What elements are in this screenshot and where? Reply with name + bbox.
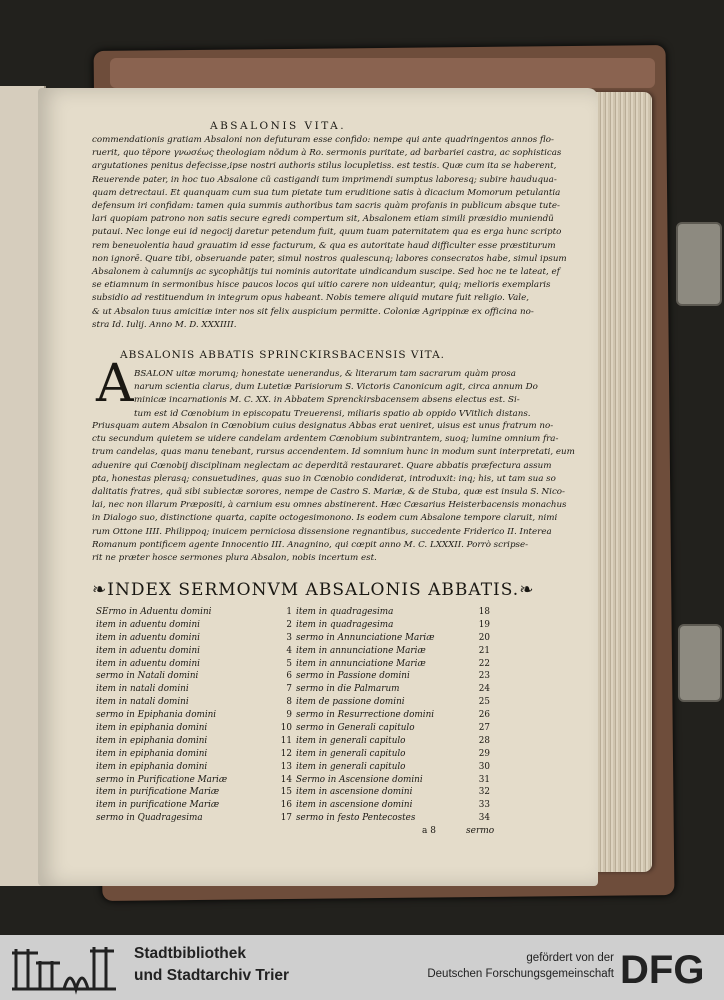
vita-intro (134, 368, 538, 421)
index-number: 5 (286, 658, 292, 669)
text-line: quam detrectaui. Et quanquam cum sua tum pietate tum eruditione satis à dicacium Momorum petulantia (92, 187, 561, 198)
index-entry: item in generali capitulo (296, 761, 406, 772)
index-number: 21 (478, 645, 490, 656)
text-line: rit ne præter hosce sermones plura Absalon, nobis incertum est. (92, 553, 377, 564)
index-col-left (96, 606, 227, 825)
index-number: 28 (478, 735, 490, 746)
book-cover-top (110, 58, 655, 88)
index-entry: item in ascensione domini (296, 787, 413, 798)
index-entry: item in aduentu domini (96, 645, 200, 656)
library-name-line2: und Stadtarchiv Trier (134, 967, 290, 984)
dfg-logo-icon (620, 945, 716, 991)
text-line: & ut Absalon tuus amicitiæ inter nos sit felix auspicium permitte. Coloniæ Agrippinæ ex officina no- (92, 306, 534, 317)
text-line: rem beneuolentia haud grauatim id esse facturum, & qua es autoritate haud difficulter esse præstiturum (92, 240, 556, 251)
index-number: 10 (280, 723, 292, 734)
index-number: 2 (286, 619, 292, 630)
index-entry: sermo in Natali domini (96, 671, 199, 682)
text-line: Priusquam autem Absalon in Cœnobium cuius designatus Abbas erat ueniret, uisus est unus fratrum no- (92, 421, 554, 431)
index-number: 1 (286, 607, 292, 617)
index-number: 31 (478, 774, 490, 785)
index-number: 24 (478, 684, 490, 695)
index-number: 30 (478, 761, 490, 772)
index-entry: sermo in festo Pentecostes (296, 813, 416, 824)
index-entry: item in annunciatione Mariæ (296, 645, 426, 656)
text-line: tum est id Cœnobium in episcopatu Treuerensi, miliaris spatio ab oppido VVitlich distans. (134, 408, 531, 419)
text-line: se etiamnum in sermonibus hisce paucos locos qui uitio carere non uideantur, quiq; melioris exemplaris (92, 280, 551, 291)
index-number: 7 (286, 684, 292, 695)
drop-cap: A (96, 354, 134, 414)
text-line: Romanum pontificem agente Innocentio III. Anagnino, qui cœpit anno M. C. LXXXII. Porrò scripse- (92, 539, 529, 550)
index-entry: item in epiphania domini (96, 723, 208, 734)
index-number: 27 (478, 723, 490, 734)
index-entry: item in quadragesima (296, 619, 394, 630)
text-line: aduenire qui Cœnobij disciplinam neglectam ac deperditã restauraret. Quare abbatis præfectura assum (92, 460, 552, 471)
index-entry: sermo in Annunciatione Mariæ (296, 632, 435, 643)
index-entry: item in epiphania domini (96, 735, 208, 746)
svg-text:DFG: DFG (620, 948, 705, 991)
index-entry: sermo in Resurrectione domini (296, 710, 435, 721)
index-number: 26 (478, 710, 490, 721)
funding-line1: gefördert von der (526, 952, 614, 964)
index-number: 3 (286, 632, 292, 643)
index-entry: item in epiphania domini (96, 761, 208, 772)
text-line: putaui. Nec longe eui id negocij daretur petendum fuit, quum tuam paternitatem qua es erga hunc scripto (92, 227, 562, 238)
index-entry: item in annunciatione Mariæ (296, 658, 426, 669)
catchword: sermo (466, 826, 495, 836)
index-heading-text: INDEX SERMONVM ABSALONIS ABBATIS. (107, 580, 520, 600)
leaf-ornament-icon: ❧ (92, 580, 108, 600)
dedication-letter (92, 134, 567, 332)
index-entry: item in aduentu domini (96, 632, 200, 643)
index-number: 12 (280, 748, 292, 759)
index-entry: item in aduentu domini (96, 658, 200, 669)
index-number: 9 (286, 710, 292, 721)
index-entry: sermo in Passione domini (296, 671, 410, 682)
index-number: 20 (478, 632, 490, 643)
text-line: dalitatis fratres, quã sibi subiectæ sorores, nempe de Castro S. Mariæ, & de Stuba, quæ est insula S. Nico- (92, 487, 565, 498)
clasp-lower (678, 624, 722, 702)
index-number: 6 (286, 671, 292, 682)
index-entry: SErmo in Aduentu domini (96, 607, 212, 617)
vita-heading: ABSALONIS ABBATIS SPRINCKIRSBACENSIS VITA. (120, 349, 445, 361)
index-entry: sermo in Generali capitulo (296, 723, 415, 734)
funding-line2: Deutschen Forschungsgemeinschaft (427, 968, 614, 980)
index-number: 8 (286, 697, 292, 708)
index-number: 33 (478, 800, 490, 811)
index-entry: sermo in Epiphania domini (96, 710, 217, 721)
index-entry: item in quadragesima (296, 607, 394, 617)
index-entry: item in generali capitulo (296, 735, 406, 746)
index-number: 34 (478, 813, 490, 824)
index-entry: item in purificatione Mariæ (96, 800, 220, 811)
index-entry: item in ascensione domini (296, 800, 413, 811)
index-entry: sermo in Purificatione Mariæ (96, 774, 228, 785)
index-number: 23 (478, 671, 490, 682)
index-number: 19 (478, 619, 490, 630)
text-line: defensum iri confidam: tamen quia summis authoribus tam sacris quàm profanis in publicum absque tute- (92, 201, 560, 212)
index-heading (92, 580, 534, 600)
index-col-right (296, 606, 435, 825)
text-line: Reuerende pater, in hoc tuo Absalone cũ castigandi tum imprimendi sumptus laboresq; subire hauduqua- (92, 174, 557, 185)
index-number: 14 (280, 774, 292, 785)
index-number: 13 (280, 761, 292, 772)
index-number: 17 (280, 813, 292, 824)
index-entry: item in epiphania domini (96, 748, 208, 759)
text-line: BSALON uitæ morumq; honestate uenerandus, & literarum tam sacrarum quàm prosa (134, 369, 516, 379)
text-line: narum scientia clarus, dum Lutetiæ Parisiorum S. Victoris Canonicum agit, circa annum Do (134, 382, 538, 393)
text-line: stra Id. Iulij. Anno M. D. XXXIIII. (92, 319, 237, 330)
leaf-ornament-icon: ❧ (519, 580, 535, 600)
index-entry: sermo in die Palmarum (296, 684, 400, 695)
index-number: 16 (280, 800, 292, 811)
text-line: in Dialogo suo, distinctione quarta, capite octogesimonono. Is eodem cum Absalone tempore claruit, nimi (92, 513, 558, 524)
text-line: trum candelas, quas manu tenebant, rursus accendentem. Id somnium hunc in modum sunt interpretati, eum (92, 447, 575, 458)
vita-body (92, 420, 575, 565)
index-entry: item in purificatione Mariæ (96, 787, 220, 798)
text-line: lari quopiam patrono non satis secure egredi compertum sit, Absalonem etiam simili præsidio muniendũ (92, 214, 554, 225)
index-number: 15 (280, 787, 292, 798)
index-entry: item in natali domini (96, 697, 189, 708)
index-number: 32 (478, 787, 490, 798)
running-head: ABSALONIS VITA. (210, 120, 347, 132)
text-line: minicæ incarnationis M. C. XX. in Abbatem Sprenckirsbacensem absens electus est. Si- (134, 395, 520, 406)
index-entry: Sermo in Ascensione domini (296, 774, 423, 785)
index-entry: item in generali capitulo (296, 748, 406, 759)
index-entry: item in natali domini (96, 684, 189, 695)
text-line: non ignorē. Quare tibi, obseruande pater, simul nostros qualescunq; labores consecratos habe, simul ipsum (92, 253, 567, 264)
index-numbers-right (466, 606, 490, 825)
index-number: 18 (478, 607, 490, 617)
index-number: 4 (286, 645, 292, 656)
index-number: 25 (478, 697, 490, 708)
text-line: pta, honestas plerasq; consuetudines, quas suo in Cœnobio condiderat, introduxit: inq; his, ut tam sua so (92, 473, 556, 484)
index-entry: item in aduentu domini (96, 619, 200, 630)
index-entry: item de passione domini (296, 697, 405, 708)
index-number: 11 (280, 735, 292, 746)
text-line: ctu secundum quietem se uidere candelam ardentem Cœnobium subintrantem, suoq; lumine omnium fra- (92, 434, 559, 445)
text-line: Absalonem à calumnijs ac sycophãtijs tui nominis autoritate uindicandum suscipe. Sed hoc ne te lateat, ef (92, 267, 560, 278)
clasp-upper (676, 222, 722, 306)
trier-library-logo-icon (10, 941, 130, 995)
index-number: 22 (478, 658, 490, 669)
text-line: ruerit, quo tẽpore γνωσέως theologiam nõdum à Ro. sermonis puritate, ad barbariei castra, ac sophisticas (92, 148, 562, 159)
text-line: subsidio ad restituendum in integrum opus habeant. Nobis temere aliquid mutare fuit religio. Vale, (92, 293, 529, 304)
index-numbers-left (270, 606, 292, 825)
text-line: argutationes penitus defecisse,ipse nostri authoris stilus locupletiss. est testis. Quæ cum ita se haberent, (92, 161, 557, 172)
text-line: commendationis gratiam Absaloni non defuturam esse confido: nempe qui ante quadringentos annos flo- (92, 135, 554, 145)
signature-mark: a 8 (422, 826, 436, 836)
text-line: lai, nec non illarum Præpositi, à carnium esu omnes abstinerent. Hæc Cæsarius Heisterbacensis monachus (92, 500, 567, 511)
library-name-line1: Stadtbibliothek (134, 945, 246, 962)
text-line: rum Ottone IIII. Philippoq; inuicem perniciosa dissensione regnantibus, succedente Friderico II. Interea (92, 526, 552, 537)
index-entry: sermo in Quadragesima (96, 813, 203, 824)
index-number: 29 (478, 748, 490, 759)
footer-banner (0, 935, 724, 1000)
